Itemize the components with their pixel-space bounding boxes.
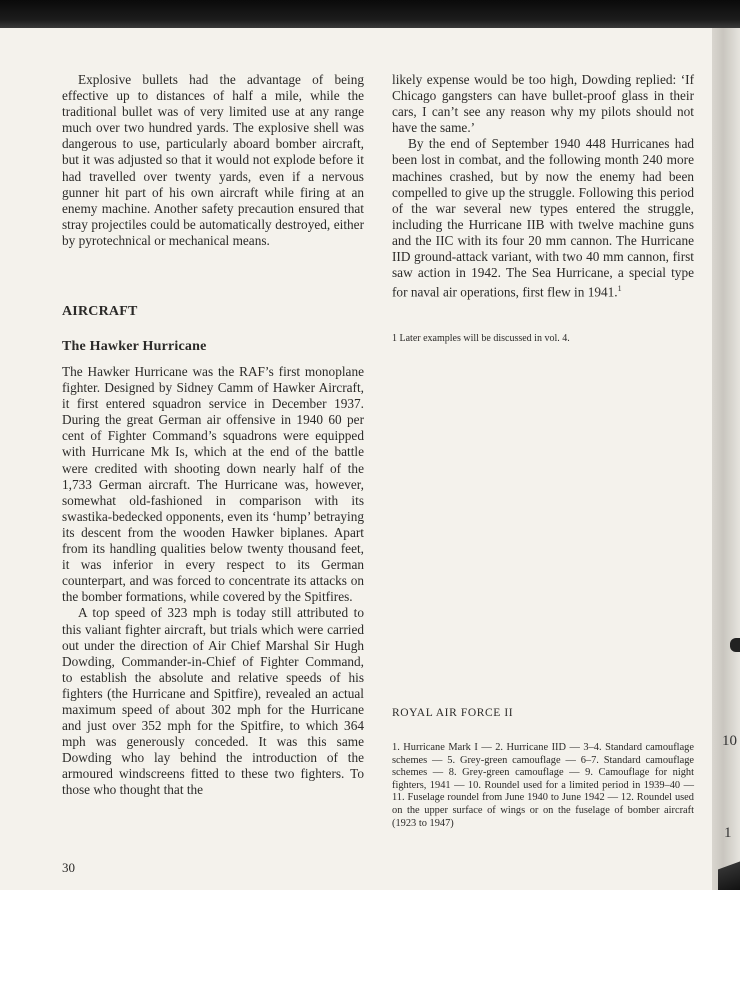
paragraph: Explosive bullets had the advantage of being effective up to distances of half a mile, while the traditional bullet was of very limited use at any range much over two hundred yards. The explosive shell was dangerous to use, particularly aboard bomber aircraft, but it was adjusted so that it would not explode before it had travelled over twenty yards, even if a nervous gunner hit part of his own aircraft while firing at an enemy machine. Another safety precaution ensured that stray projectiles could be automatically destroyed, either by pyrotechnical or mechanical means. bbox=[62, 72, 364, 248]
adjacent-page-number-bottom: 1 bbox=[724, 825, 732, 841]
page-number: 30 bbox=[62, 860, 75, 875]
left-intro-paragraph bbox=[62, 72, 364, 249]
subheading: The Hawker Hurricane bbox=[62, 339, 207, 354]
right-body-text bbox=[392, 72, 694, 301]
scan-dark-border bbox=[0, 0, 740, 28]
adjacent-page-shadow bbox=[718, 850, 740, 890]
paragraph: likely expense would be too high, Dowding replied: ‘If Chicago gangsters can have bullet-proof glass in their cars, I can’t see any reason why my pilots should not have the same.’ bbox=[392, 72, 694, 136]
paragraph: The Hawker Hurricane was the RAF’s first monoplane fighter. Designed by Sidney Camm of Hawker Aircraft, it first entered squadron service in December 1937. During the great German air offensive in 1940 60 per cent of Fighter Command’s squadrons were equipped with Hurricane Mk Is, which at the end of the battle were credited with shooting down nearly half of the 1,733 German aircraft. The Hurricane was, however, somewhat old-fashioned in comparison with its swastika-bedecked opponents, even its ‘hump’ betraying its descent from the wooden Hawker biplanes. Apart from its handling qualities below twenty thousand feet, it was inferior in every respect to its German counterpart, and was forced to concentrate its attacks on the bomber formations, while covered by the Spitfires. bbox=[62, 364, 364, 605]
paragraph-text: By the end of September 1940 448 Hurricanes had been lost in combat, and the following month 240 more machines crashed, but by now the enemy had been compelled to give up the struggle. Following this period of the war several new types entered the struggle, including the Hurricane IIB with twelve machine guns and the IIC with its four 20 mm cannon. The Hurricane IID ground-attack variant, with two 40 mm cannon, first saw action in 1942. The Sea Hurricane, a special type for naval air operations, first flew in 1941. bbox=[392, 136, 694, 300]
paragraph: A top speed of 323 mph is today still attributed to this valiant fighter aircraft, but trials which were carried out under the direction of Air Chief Marshal Sir Hugh Dowding, Commander-in-Chief of Fighter Command, to establish the absolute and relative speeds of his fighters (the Hurricane and Spitfire), revealed an actual maximum speed of about 302 mph for the Hurricane and just over 352 mph for the Spitfire, to which 364 mph was generously conceded. It was this same Dowding who lay behind the introduction of the armoured windscreens fitted to these two fighters. To those who thought that the bbox=[62, 605, 364, 798]
left-body-text bbox=[62, 364, 364, 799]
footnote: 1 Later examples will be discussed in vol. 4. bbox=[392, 333, 570, 344]
section-heading: AIRCRAFT bbox=[62, 304, 138, 319]
adjacent-page-mark bbox=[730, 638, 740, 652]
plate-title: ROYAL AIR FORCE II bbox=[392, 707, 514, 719]
plate-caption: 1. Hurricane Mark I — 2. Hurricane IID — 3–4. Standard camouflage schemes — 5. Grey-green camouflage — 6–7. Standard camouflage schemes — 8. Grey-green camouflage — 9. Camouflage for night fighters, 1941 — 10. Roundel used for a limited period in 1939–40 — 11. Fuselage roundel from June 1940 to June 1942 — 12. Roundel used on the upper surface of wings or on the fuselage of bomber aircraft (1923 to 1947) bbox=[392, 742, 694, 829]
adjacent-page-number-top: 10 bbox=[722, 733, 737, 749]
footnote-marker: 1 bbox=[617, 284, 622, 294]
paragraph bbox=[392, 136, 694, 300]
adjacent-page-edge bbox=[712, 28, 740, 890]
